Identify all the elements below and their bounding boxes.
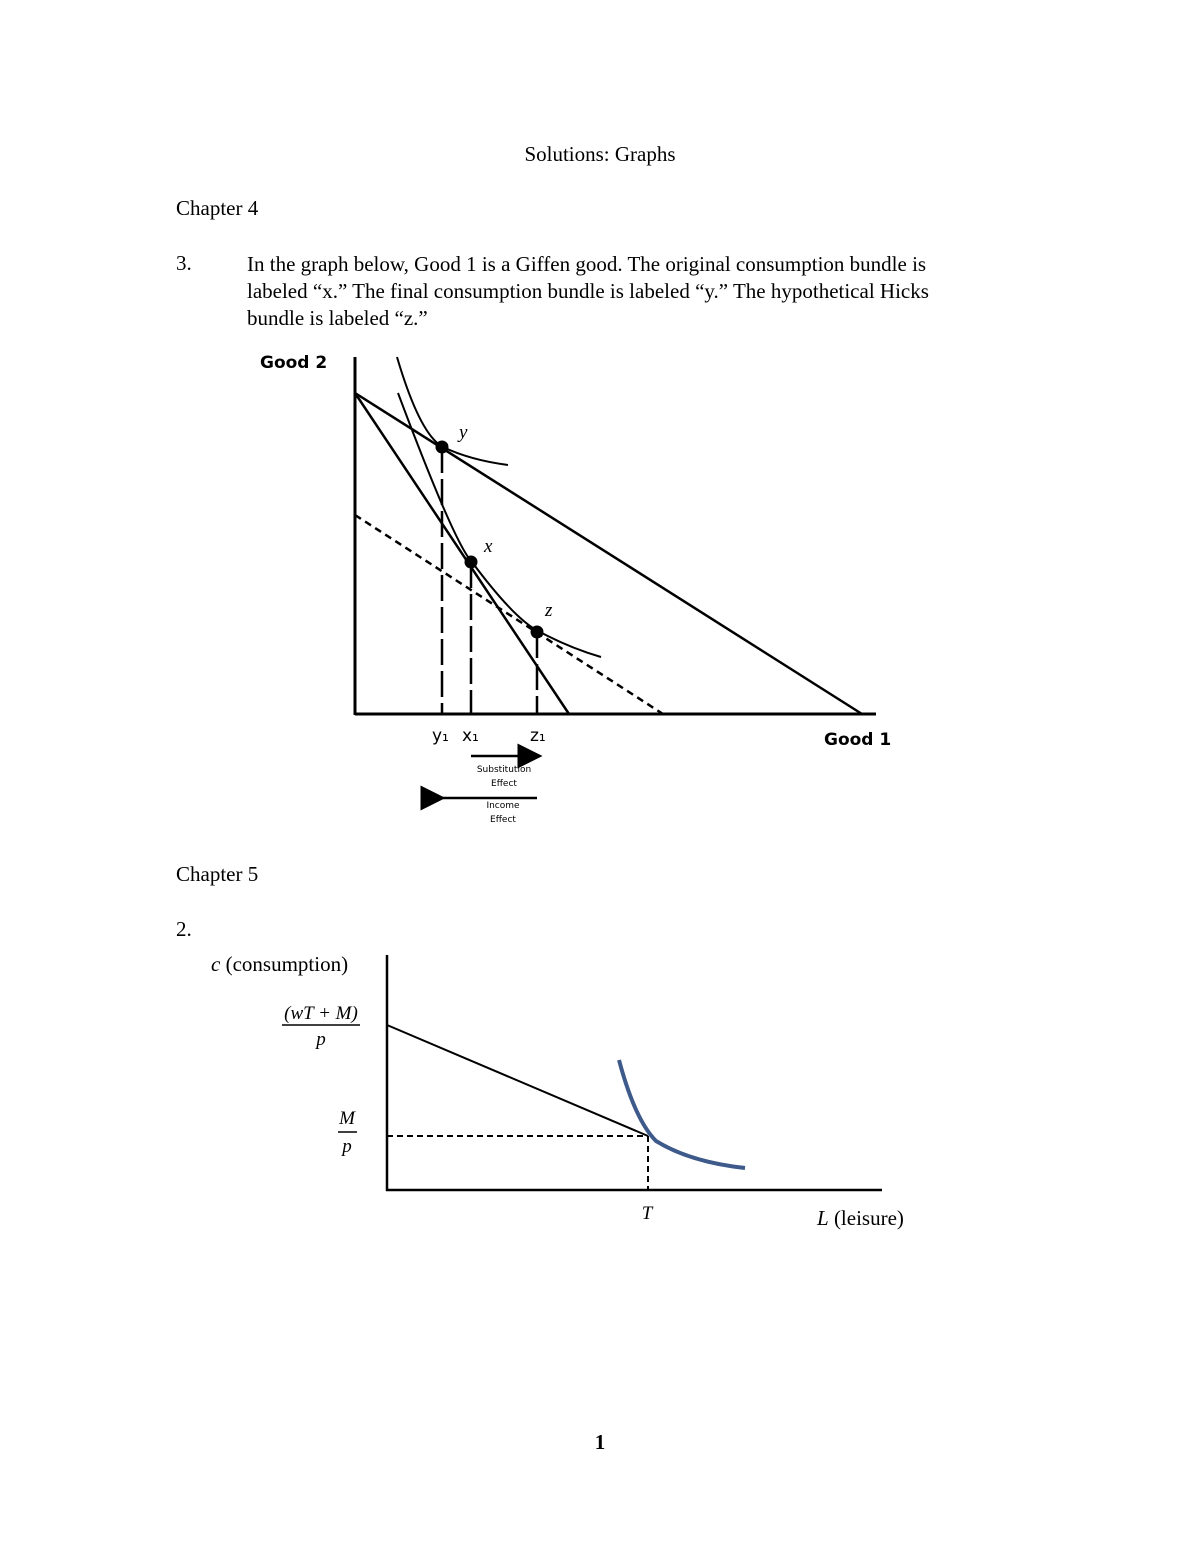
hicks-budget-line [355, 515, 663, 714]
question-3-line-3: bundle is labeled “z.” [247, 306, 428, 330]
chapter-4-heading: Chapter 4 [176, 196, 259, 220]
income-effect-label-2: Effect [490, 815, 516, 825]
good2-axis-label: Good 2 [260, 353, 328, 373]
top-intercept-denominator: p [316, 1029, 326, 1050]
consumption-text: (consumption) [220, 952, 349, 976]
budget-line [387, 1025, 648, 1136]
consumption-axis-label [211, 952, 348, 976]
bundle-x-point [465, 556, 478, 569]
bundle-y-point [436, 441, 449, 454]
page-number: 1 [594, 1430, 606, 1454]
final-budget-line [355, 393, 862, 714]
page-title: Solutions: Graphs [524, 142, 676, 166]
t-tick-label: T [641, 1203, 653, 1224]
bottom-intercept-numerator: M [339, 1108, 355, 1129]
bottom-intercept-denominator: p [342, 1136, 352, 1157]
giffen-graph [260, 353, 891, 825]
top-intercept-numerator: (wT + M) [284, 1003, 358, 1024]
consumption-var: c [211, 952, 221, 976]
leisure-axis-label [816, 1206, 904, 1230]
z1-tick-label: z₁ [530, 726, 546, 746]
substitution-effect-label-2: Effect [491, 779, 517, 789]
substitution-effect-label-1: Substitution [476, 765, 532, 775]
indifference-curve [619, 1060, 745, 1168]
x1-tick-label: x₁ [462, 726, 479, 746]
leisure-var: L [817, 1206, 829, 1230]
leisure-text: (leisure) [828, 1206, 904, 1230]
bundle-y-label: y [459, 422, 468, 443]
bundle-z-label: z [545, 600, 553, 621]
bundle-z-point [531, 626, 544, 639]
question-3-number: 3. [176, 251, 192, 275]
question-3-line-1: In the graph below, Good 1 is a Giffen good. The original consumption bundle is [247, 252, 927, 276]
indifference-curve-high [397, 357, 508, 465]
y1-tick-label: y₁ [432, 726, 449, 746]
bundle-x-label: x [484, 536, 493, 557]
income-effect-label-1: Income [486, 801, 520, 811]
good1-axis-label: Good 1 [824, 730, 892, 750]
leisure-graph [211, 952, 904, 1230]
question-2-number: 2. [176, 917, 192, 941]
question-3-line-2: labeled “x.” The final consumption bundle is labeled “y.” The hypothetical Hicks [247, 279, 929, 303]
chapter-5-heading: Chapter 5 [176, 862, 259, 886]
